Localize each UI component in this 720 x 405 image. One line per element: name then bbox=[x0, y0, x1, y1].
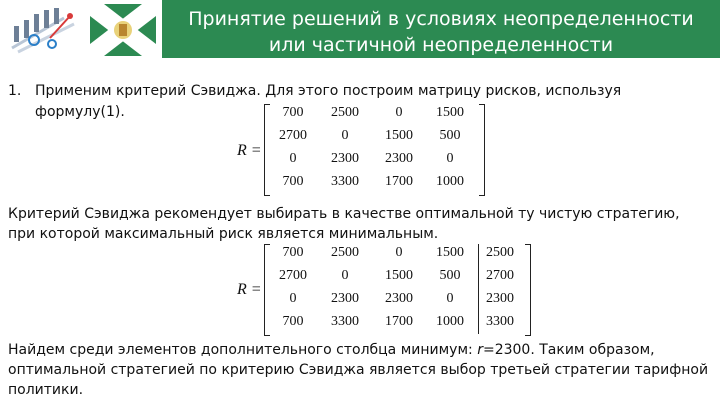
matrix2-cell-r3-c5: 2300 bbox=[486, 291, 514, 306]
matrix2-cell-r2-c4: 500 bbox=[439, 268, 461, 283]
slide-title-line-1: Принятие решений в условиях неопределенности bbox=[188, 8, 694, 30]
green-white-flag-icon bbox=[90, 4, 156, 56]
matrix2-cell-r2-c2: 0 bbox=[341, 268, 349, 283]
matrix1-cell-r1-c3: 0 bbox=[395, 105, 403, 120]
matrix1-cell-r4-c3: 1700 bbox=[385, 174, 413, 189]
matrix2-cell-r2-c1: 2700 bbox=[279, 268, 307, 283]
conclusion-line-1-part-a: Найдем среди элементов дополнительного столбца минимум: bbox=[8, 342, 478, 358]
matrix2-cell-r3-c1: 0 bbox=[289, 291, 297, 306]
conclusion-variable-r: r bbox=[477, 342, 483, 358]
conclusion-line-1 bbox=[8, 341, 655, 360]
matrix1-cell-r3-c4: 0 bbox=[446, 151, 454, 166]
matrix2-cell-r3-c2: 2300 bbox=[331, 291, 359, 306]
matrix1-cell-r4-c2: 3300 bbox=[331, 174, 359, 189]
matrix2-cell-r2-c5: 2700 bbox=[486, 268, 514, 283]
conclusion-line-1-part-b: =2300. Таким образом, bbox=[482, 342, 655, 358]
matrix2-cell-r3-c3: 2300 bbox=[385, 291, 413, 306]
matrix1-cell-r1-c1: 700 bbox=[282, 105, 304, 120]
matrix2-cell-r1-c5: 2500 bbox=[486, 245, 514, 260]
matrix1-cell-r2-c4: 500 bbox=[439, 128, 461, 143]
matrix1-cell-r3-c3: 2300 bbox=[385, 151, 413, 166]
risk-matrix-2 bbox=[264, 244, 536, 336]
slide-title-bar bbox=[162, 0, 720, 58]
matrix2-cell-r3-c4: 0 bbox=[446, 291, 454, 306]
matrix1-cell-r3-c2: 2300 bbox=[331, 151, 359, 166]
list-number: 1. bbox=[8, 83, 22, 99]
conclusion-line-2: оптимальной стратегией по критерию Сэвиджа является выбор третьей стратегии тарифной bbox=[8, 362, 709, 378]
criterion-line-1: Критерий Сэвиджа рекомендует выбирать в качестве оптимальной ту чистую стратегию, bbox=[8, 206, 680, 222]
matrix-2-label: R = bbox=[237, 281, 262, 298]
matrix2-cell-r4-c3: 1700 bbox=[385, 314, 413, 329]
matrix2-cell-r1-c3: 0 bbox=[395, 245, 403, 260]
matrix-1-label: R = bbox=[237, 142, 262, 159]
matrix2-cell-r4-c5: 3300 bbox=[486, 314, 514, 329]
conclusion-line-3: политики. bbox=[8, 382, 84, 398]
risk-matrix-1 bbox=[264, 104, 490, 196]
list-item-line-2: формулу(1). bbox=[35, 104, 125, 120]
matrix2-cell-r4-c4: 1000 bbox=[436, 314, 464, 329]
matrix1-cell-r1-c4: 1500 bbox=[436, 105, 464, 120]
matrix1-cell-r1-c2: 2500 bbox=[331, 105, 359, 120]
matrix1-cell-r2-c2: 0 bbox=[341, 128, 349, 143]
tool-pipes-logo-icon bbox=[4, 4, 82, 56]
matrix2-cell-r1-c4: 1500 bbox=[436, 245, 464, 260]
matrix1-cell-r2-c1: 2700 bbox=[279, 128, 307, 143]
matrix1-cell-r2-c3: 1500 bbox=[385, 128, 413, 143]
matrix2-cell-r4-c2: 3300 bbox=[331, 314, 359, 329]
matrix1-cell-r4-c1: 700 bbox=[282, 174, 304, 189]
matrix2-cell-r4-c1: 700 bbox=[282, 314, 304, 329]
matrix1-cell-r3-c1: 0 bbox=[289, 151, 297, 166]
slide-header bbox=[0, 0, 720, 58]
matrix-1-right-bracket bbox=[479, 104, 485, 196]
matrix1-cell-r4-c4: 1000 bbox=[436, 174, 464, 189]
list-item-line-1: Применим критерий Сэвиджа. Для этого построим матрицу рисков, используя bbox=[35, 83, 622, 99]
criterion-line-2: при которой максимальный риск является минимальным. bbox=[8, 226, 439, 242]
matrix2-cell-r1-c1: 700 bbox=[282, 245, 304, 260]
matrix2-cell-r2-c3: 1500 bbox=[385, 268, 413, 283]
slide-title-line-2: или частичной неопределенности bbox=[268, 34, 614, 56]
matrix-2-right-bracket bbox=[525, 244, 531, 336]
matrix2-cell-r1-c2: 2500 bbox=[331, 245, 359, 260]
